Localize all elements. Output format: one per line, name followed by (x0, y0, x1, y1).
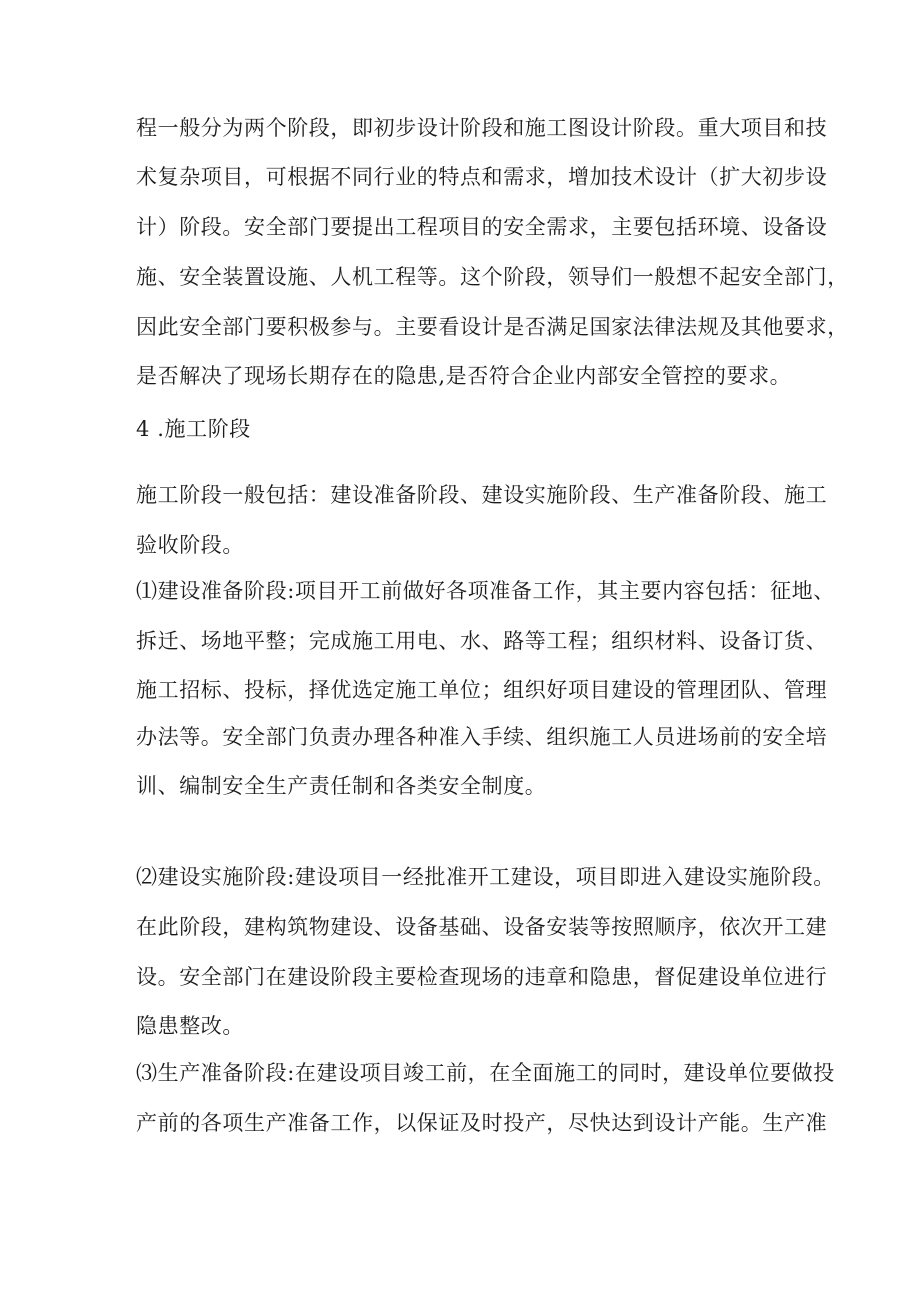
paragraph-line: ⑶生产准备阶段:在建设项目竣工前，在全面施工的同时，建设单位要做投 (136, 1061, 835, 1085)
paragraph-line: 拆迁、场地平整；完成施工用电、水、路等工程；组织材料、设备订货、 (136, 629, 828, 653)
paragraph-line: 设。安全部门在建设阶段主要检查现场的违章和隐患，督促建设单位进行 (136, 965, 828, 989)
paragraph-line: ⑵建设实施阶段:建设项目一经批准开工建设，项目即进入建设实施阶段。 (136, 865, 835, 889)
paragraph-line: 施、安全装置设施、人机工程等。这个阶段，领导们一般想不起安全部门， (136, 265, 849, 289)
paragraph-line: 办法等。安全部门负责办理各种准入手续、组织施工人员进场前的安全培 (136, 725, 828, 749)
paragraph-line: 隐患整改。 (136, 1014, 244, 1038)
paragraph-line: 训、编制安全生产责任制和各类安全制度。 (136, 774, 547, 798)
paragraph-line: 因此安全部门要积极参与。主要看设计是否满足国家法律法规及其他要求， (136, 315, 849, 339)
paragraph-line: 施工阶段一般包括：建设准备阶段、建设实施阶段、生产准备阶段、施工 (136, 483, 828, 507)
paragraph-line: 在此阶段，建构筑物建设、设备基础、设备安装等按照顺序，依次开工建 (136, 915, 828, 939)
paragraph-line: 术复杂项目，可根据不同行业的特点和需求，增加技术设计（扩大初步设 (136, 165, 828, 189)
section-heading: 4 .施工阶段 (136, 417, 251, 441)
paragraph-line: 程一般分为两个阶段，即初步设计阶段和施工图设计阶段。重大项目和技 (136, 116, 828, 140)
paragraph-line: 施工招标、投标，择优选定施工单位；组织好项目建设的管理团队、管理 (136, 678, 828, 702)
paragraph-line: 是否解决了现场长期存在的隐患,是否符合企业内部安全管控的要求。 (136, 364, 792, 388)
paragraph-line: 产前的各项生产准备工作，以保证及时投产，尽快达到设计产能。生产准 (136, 1111, 828, 1135)
paragraph-line: ⑴建设准备阶段:项目开工前做好各项准备工作，其主要内容包括：征地、 (136, 579, 835, 603)
paragraph-line: 验收阶段。 (136, 533, 244, 557)
paragraph-line: 计）阶段。安全部门要提出工程项目的安全需求，主要包括环境、设备设 (136, 215, 828, 239)
